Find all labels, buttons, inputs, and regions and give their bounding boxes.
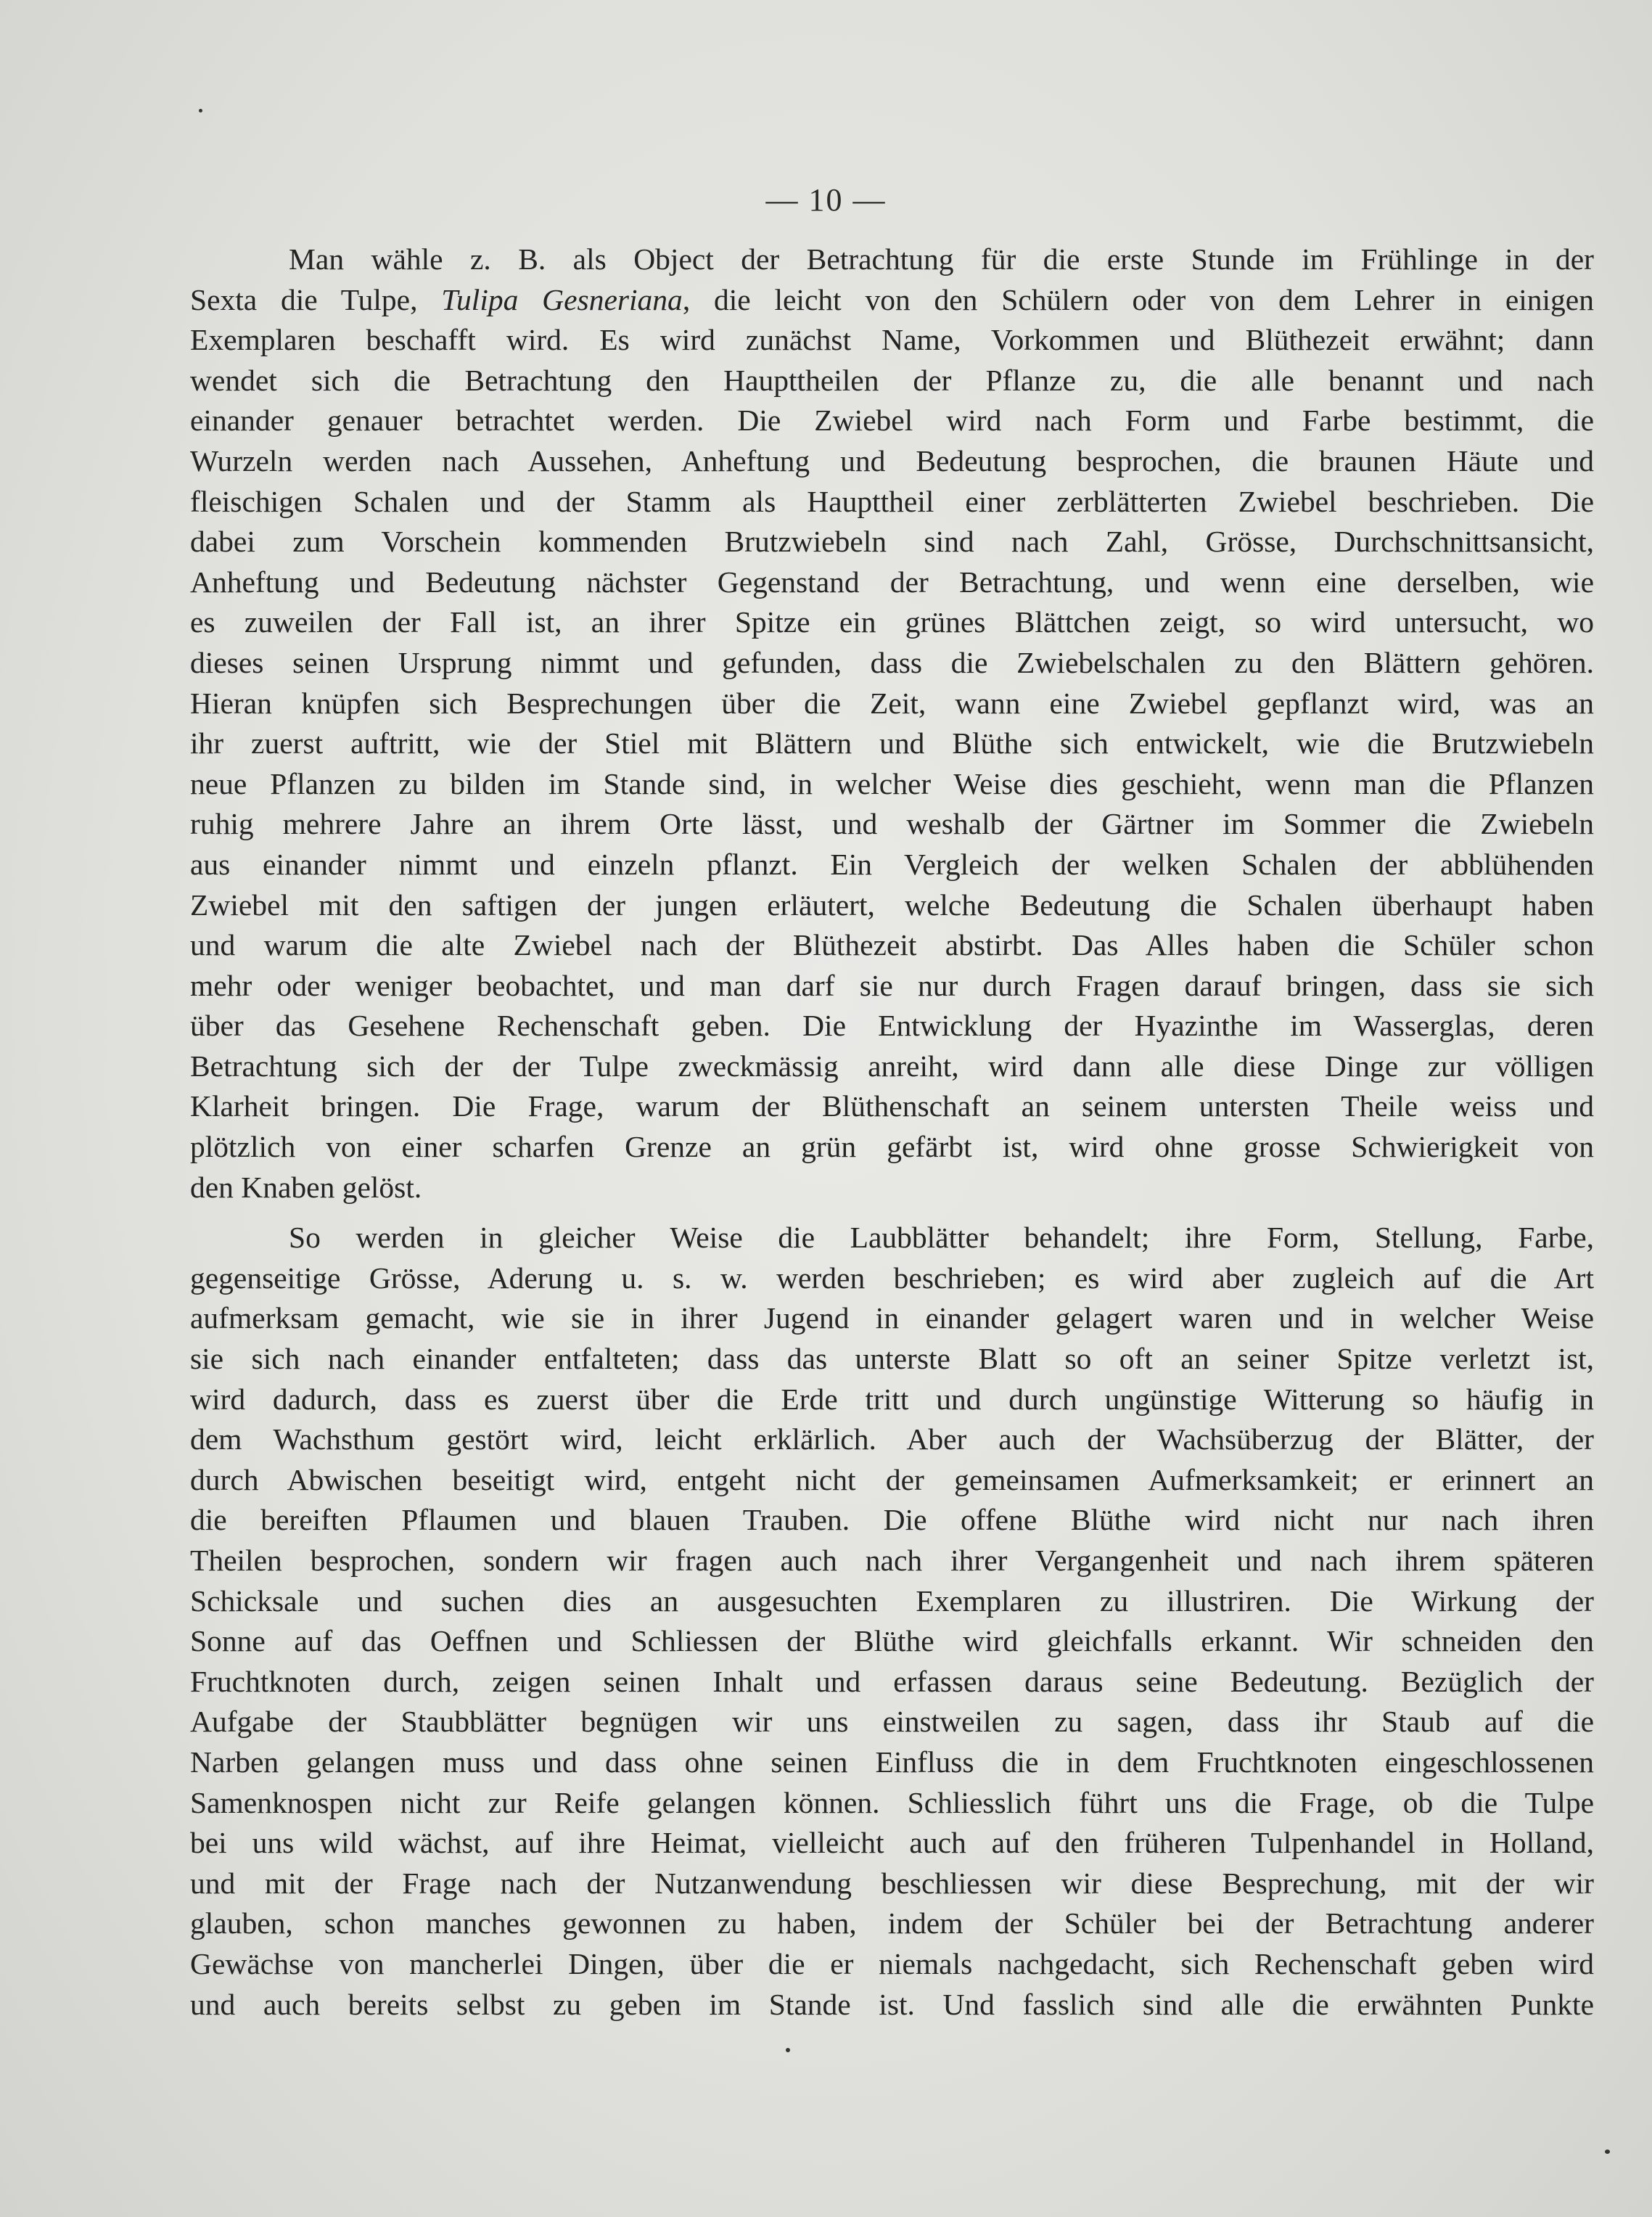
paragraph-1 bbox=[190, 239, 1594, 1208]
text-line: bei uns wild wächst, auf ihre Heimat, vielleicht auch auf den früheren Tulpenhandel in Holland, bbox=[190, 1826, 1594, 1860]
text-line: Zwiebel mit den saftigen der jungen erläutert, welche Bedeutung die Schalen überhaupt haben bbox=[190, 888, 1594, 922]
text-line: es zuweilen der Fall ist, an ihrer Spitze ein grünes Blättchen zeigt, so wird untersucht, wo bbox=[190, 605, 1594, 639]
text-line: Schicksale und suchen dies an ausgesuchten Exemplaren zu illustriren. Die Wirkung der bbox=[190, 1583, 1594, 1618]
text-line: mehr oder weniger beobachtet, und man darf sie nur durch Fragen darauf bringen, dass sie sich bbox=[190, 968, 1594, 1002]
text-line: wird dadurch, dass es zuerst über die Erde tritt und durch ungünstige Witterung so häufig in bbox=[190, 1382, 1594, 1416]
text-line: So werden in gleicher Weise die Laubblätter behandelt; ihre Form, Stellung, Farbe, bbox=[289, 1221, 1594, 1255]
text-line: Narben gelangen muss und dass ohne seinen Einfluss die in dem Fruchtknoten eingeschlossenen bbox=[190, 1745, 1594, 1779]
body-text bbox=[190, 239, 1594, 2025]
text-line-with-italic: Sexta die Tulpe, Tulipa Gesneriana, die leicht von den Schülern oder von dem Lehrer in einigen bbox=[190, 282, 1594, 316]
text-line: aufmerksam gemacht, wie sie in ihrer Jugend in einander gelagert waren und in welcher Weise bbox=[190, 1301, 1594, 1335]
text-line: Man wähle z. B. als Object der Betrachtung für die erste Stunde im Frühlinge in der bbox=[289, 242, 1594, 276]
text-line: dabei zum Vorschein kommenden Brutzwiebeln sind nach Zahl, Grösse, Durchschnittsansicht, bbox=[190, 525, 1594, 559]
text-line: Klarheit bringen. Die Frage, warum der Blüthenschaft an seinem untersten Theile weiss und bbox=[190, 1089, 1594, 1123]
text-line: und auch bereits selbst zu geben im Stande ist. Und fasslich sind alle die erwähnten Punkte bbox=[190, 1987, 1594, 2021]
text-line: dem Wachsthum gestört wird, leicht erklärlich. Aber auch der Wachsüberzug der Blätter, der bbox=[190, 1422, 1594, 1456]
text-line: dieses seinen Ursprung nimmt und gefunden, dass die Zwiebelschalen zu den Blättern gehören. bbox=[190, 645, 1594, 679]
text-line: Exemplaren beschafft wird. Es wird zunächst Name, Vorkommen und Blüthezeit erwähnt; dann bbox=[190, 323, 1594, 357]
text-line: ruhig mehrere Jahre an ihrem Orte lässt, und weshalb der Gärtner im Sommer die Zwiebeln bbox=[190, 807, 1594, 841]
text-line: durch Abwischen beseitigt wird, entgeht nicht der gemeinsamen Aufmerksamkeit; er erinnert an bbox=[190, 1462, 1594, 1496]
text-line: Aufgabe der Staubblätter begnügen wir uns einstweilen zu sagen, dass ihr Staub auf die bbox=[190, 1705, 1594, 1739]
text-line: fleischigen Schalen und der Stamm als Haupttheil einer zerblätterten Zwiebel beschrieben. Die bbox=[190, 484, 1594, 518]
text-line: Betrachtung sich der der Tulpe zweckmässig anreiht, wird dann alle diese Dinge zur völligen bbox=[190, 1049, 1594, 1083]
text-line: und warum die alte Zwiebel nach der Blüthezeit abstirbt. Das Alles haben die Schüler schon bbox=[190, 928, 1594, 962]
text-line: die bereiften Pflaumen und blauen Trauben. Die offene Blüthe wird nicht nur nach ihren bbox=[190, 1503, 1594, 1537]
text-line: und mit der Frage nach der Nutzanwendung beschliessen wir diese Besprechung, mit der wir bbox=[190, 1866, 1594, 1900]
text-line: aus einander nimmt und einzeln pflanzt. Ein Vergleich der welken Schalen der abblühenden bbox=[190, 847, 1594, 881]
text-line: ihr zuerst auftritt, wie der Stiel mit Blättern und Blüthe sich entwickelt, wie die Brutzwiebeln bbox=[190, 726, 1594, 761]
text-line: Hieran knüpfen sich Besprechungen über die Zeit, wann eine Zwiebel gepflanzt wird, was an bbox=[190, 686, 1594, 720]
text-line: plötzlich von einer scharfen Grenze an grün gefärbt ist, wird ohne grosse Schwierigkeit von bbox=[190, 1130, 1594, 1164]
paragraph-2 bbox=[190, 1218, 1594, 2025]
text-line: Anheftung und Bedeutung nächster Gegenstand der Betrachtung, und wenn eine derselben, wie bbox=[190, 565, 1594, 599]
page-number: — 10 — bbox=[765, 182, 887, 218]
text-line: neue Pflanzen zu bilden im Stande sind, in welcher Weise dies geschieht, wenn man die Pflanzen bbox=[190, 766, 1594, 800]
paper-speck bbox=[786, 2048, 790, 2052]
species-name: Tulipa Gesneriana bbox=[441, 282, 683, 316]
text-line: gegenseitige Grösse, Aderung u. s. w. werden beschrieben; es wird aber zugleich auf die Art bbox=[190, 1261, 1594, 1295]
paper-speck bbox=[199, 109, 202, 112]
text-line: Samenknospen nicht zur Reife gelangen können. Schliesslich führt uns die Frage, ob die Tulpe bbox=[190, 1785, 1594, 1819]
text-line: Sonne auf das Oeffnen und Schliessen der Blüthe wird gleichfalls erkannt. Wir schneiden den bbox=[190, 1624, 1594, 1658]
paragraph-gap bbox=[190, 1208, 1594, 1218]
text-line: den Knaben gelöst. bbox=[190, 1170, 422, 1204]
text-line: Theilen besprochen, sondern wir fragen auch nach ihrer Vergangenheit und nach ihrem späteren bbox=[190, 1544, 1594, 1577]
text-line: Wurzeln werden nach Aussehen, Anheftung und Bedeutung besprochen, die braunen Häute und bbox=[190, 443, 1594, 478]
text-line: Gewächse von mancherlei Dingen, über die er niemals nachgedacht, sich Rechenschaft geben wird bbox=[190, 1946, 1594, 1980]
paper-speck bbox=[1605, 2150, 1610, 2154]
text-line: wendet sich die Betrachtung den Haupttheilen der Pflanze zu, die alle benannt und nach bbox=[190, 363, 1594, 397]
text-line: einander genauer betrachtet werden. Die Zwiebel wird nach Form und Farbe bestimmt, die bbox=[190, 403, 1594, 438]
text-line: Fruchtknoten durch, zeigen seinen Inhalt und erfassen daraus seine Bedeutung. Bezüglich der bbox=[190, 1664, 1594, 1698]
text-line: sie sich nach einander entfalteten; dass das unterste Blatt so oft an seiner Spitze verletzt ist, bbox=[190, 1342, 1594, 1376]
text-line: glauben, schon manches gewonnen zu haben, indem der Schüler bei der Betrachtung anderer bbox=[190, 1906, 1594, 1941]
text-line: über das Gesehene Rechenschaft geben. Die Entwicklung der Hyazinthe im Wasserglas, deren bbox=[190, 1009, 1594, 1043]
